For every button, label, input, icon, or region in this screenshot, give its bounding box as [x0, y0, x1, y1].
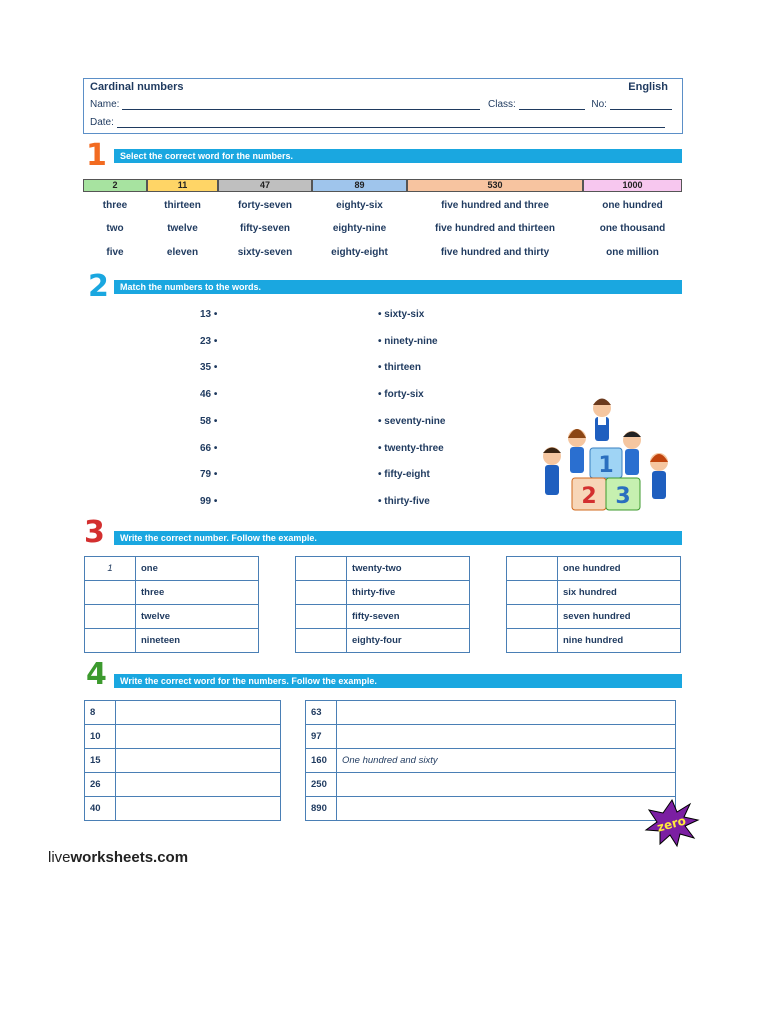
section-4-table-1 [84, 700, 281, 821]
table-row [296, 557, 470, 581]
number-answer-cell[interactable] [296, 605, 347, 629]
name-row [90, 99, 480, 110]
word-answer-cell[interactable] [337, 725, 676, 749]
table-row [85, 725, 281, 749]
section-3-number: 3 [84, 515, 105, 550]
match-number[interactable]: 58 • [200, 415, 218, 427]
word-cell: three [136, 581, 259, 605]
word-cell: nine hundred [558, 629, 681, 653]
word-answer-cell[interactable] [116, 725, 281, 749]
word-option[interactable]: five hundred and thirty [440, 247, 550, 258]
footer-worksheets: worksheets.com [70, 849, 189, 866]
word-answer-cell[interactable] [116, 701, 281, 725]
table-row [296, 629, 470, 653]
match-number[interactable]: 46 • [200, 389, 218, 401]
word-option[interactable]: five hundred and thirteen [434, 223, 555, 234]
section-3-table-3 [506, 556, 681, 653]
word-answer-cell[interactable] [337, 773, 676, 797]
section-4-instruction: Write the correct word for the numbers. Follow the example. [114, 674, 682, 688]
table-row [85, 797, 281, 821]
block-1-digit: 1 [598, 453, 614, 478]
word-option[interactable]: thirteen [164, 200, 201, 211]
date-label: Date: [90, 117, 114, 128]
word-answer-cell[interactable] [116, 749, 281, 773]
word-answer-cell[interactable] [116, 773, 281, 797]
subject-label: English [628, 81, 668, 93]
number-answer-cell[interactable] [85, 581, 136, 605]
number-cell: 890 [306, 797, 337, 821]
word-option[interactable]: eighty-nine [332, 223, 387, 234]
word-cell: one [136, 557, 259, 581]
word-option[interactable]: eighty-six [336, 200, 383, 211]
class-label: Class: [488, 99, 516, 110]
strip-number-3: 47 [218, 179, 312, 192]
number-cell: 40 [85, 797, 116, 821]
table-row [85, 701, 281, 725]
word-cell: seven hundred [558, 605, 681, 629]
footer-live: live [48, 849, 71, 866]
number-cell: 26 [85, 773, 116, 797]
word-option[interactable]: eleven [166, 247, 199, 258]
word-answer-cell[interactable] [337, 701, 676, 725]
number-answer-cell[interactable]: 1 [85, 557, 136, 581]
table-row [296, 581, 470, 605]
class-row [488, 99, 672, 110]
strip-number-6: 1000 [583, 179, 682, 192]
date-field[interactable] [117, 118, 665, 128]
word-answer-cell[interactable] [337, 797, 676, 821]
match-number[interactable]: 23 • [200, 335, 218, 347]
table-row [296, 605, 470, 629]
number-answer-cell[interactable] [507, 605, 558, 629]
number-answer-cell[interactable] [85, 629, 136, 653]
match-number[interactable]: 35 • [200, 362, 218, 374]
strip-number-2: 11 [147, 179, 218, 192]
block-3-digit: 3 [615, 484, 631, 509]
strip-number-1: 2 [83, 179, 147, 192]
section-3-table-2 [295, 556, 470, 653]
table-row [85, 581, 259, 605]
worksheet-header [83, 78, 683, 134]
kid-right-1 [623, 431, 641, 475]
match-word[interactable]: • twenty-three [378, 442, 444, 454]
number-answer-cell[interactable] [507, 557, 558, 581]
section-1-instruction: Select the correct word for the numbers. [114, 149, 682, 163]
match-number[interactable]: 79 • [200, 469, 218, 481]
table-row [507, 557, 681, 581]
number-cell: 10 [85, 725, 116, 749]
word-option[interactable]: three [102, 200, 128, 211]
word-option[interactable]: one million [606, 247, 659, 258]
worksheet-title: Cardinal numbers [90, 81, 184, 93]
section-4-table-2 [305, 700, 676, 821]
word-cell: thirty-five [347, 581, 470, 605]
word-answer-cell[interactable]: One hundred and sixty [337, 749, 676, 773]
word-cell: nineteen [136, 629, 259, 653]
match-word[interactable]: • thirteen [378, 362, 421, 374]
table-row [507, 581, 681, 605]
kid-top [593, 399, 611, 442]
section-2-number: 2 [88, 269, 109, 304]
match-word[interactable]: • seventy-nine [378, 415, 446, 427]
word-cell: twelve [136, 605, 259, 629]
name-field[interactable] [122, 100, 480, 110]
table-row [85, 749, 281, 773]
word-option[interactable]: fifty-seven [239, 223, 290, 234]
table-row [85, 557, 259, 581]
sticker-text: zero [655, 813, 688, 835]
number-answer-cell[interactable] [507, 581, 558, 605]
number-answer-cell[interactable] [85, 605, 136, 629]
table-row [507, 629, 681, 653]
match-word[interactable]: • fifty-eight [378, 469, 430, 481]
no-field[interactable] [610, 100, 672, 110]
strip-number-4: 89 [312, 179, 407, 192]
no-label: No: [591, 99, 607, 110]
word-option[interactable]: twelve [167, 223, 198, 234]
section-1-number: 1 [86, 138, 107, 173]
kid-left-1 [568, 429, 586, 473]
number-cell: 97 [306, 725, 337, 749]
table-row [306, 797, 676, 821]
date-row [90, 117, 665, 128]
word-option[interactable]: five [106, 247, 124, 258]
word-option[interactable]: sixty-seven [237, 247, 293, 258]
footer-logo[interactable] [48, 849, 188, 866]
class-field[interactable] [519, 100, 585, 110]
table-row [85, 773, 281, 797]
word-option[interactable]: one hundred [602, 200, 663, 211]
word-cell: six hundred [558, 581, 681, 605]
number-answer-cell[interactable] [296, 557, 347, 581]
number-cell: 250 [306, 773, 337, 797]
table-row [306, 725, 676, 749]
zero-sticker [644, 798, 700, 848]
section-4-number: 4 [86, 657, 107, 692]
match-word[interactable]: • ninety-nine [378, 335, 438, 347]
table-row [507, 605, 681, 629]
number-cell: 160 [306, 749, 337, 773]
word-cell: one hundred [558, 557, 681, 581]
word-answer-cell[interactable] [116, 797, 281, 821]
number-cell: 8 [85, 701, 116, 725]
match-word[interactable]: • sixty-six [378, 309, 425, 320]
word-cell: fifty-seven [347, 605, 470, 629]
match-number[interactable]: 99 • [200, 495, 218, 507]
word-option[interactable]: forty-seven [238, 200, 292, 211]
kid-right-2 [650, 453, 668, 499]
table-row [85, 629, 259, 653]
word-option[interactable]: five hundred and three [441, 200, 549, 211]
kid-left-2 [543, 447, 561, 495]
match-word[interactable]: • thirty-five [378, 495, 430, 507]
section-3-table-1 [84, 556, 259, 653]
name-label: Name: [90, 99, 120, 110]
section-3-instruction: Write the correct number. Follow the example. [114, 531, 682, 545]
word-option[interactable]: two [106, 223, 124, 234]
table-row [306, 749, 676, 773]
number-answer-cell[interactable] [507, 629, 558, 653]
word-option[interactable]: eighty-eight [331, 247, 388, 258]
number-cell: 15 [85, 749, 116, 773]
section-2-instruction: Match the numbers to the words. [114, 280, 682, 294]
block-2-digit: 2 [581, 484, 597, 509]
strip-number-5: 530 [407, 179, 583, 192]
table-row [306, 773, 676, 797]
match-word[interactable]: • forty-six [378, 389, 424, 401]
word-cell: twenty-two [347, 557, 470, 581]
table-row [306, 701, 676, 725]
number-answer-cell[interactable] [296, 629, 347, 653]
word-option[interactable]: one thousand [599, 223, 666, 234]
kids-with-blocks-illustration [532, 390, 682, 515]
word-cell: eighty-four [347, 629, 470, 653]
match-number[interactable]: 13 • [200, 309, 218, 320]
match-number[interactable]: 66 • [200, 442, 218, 454]
number-answer-cell[interactable] [296, 581, 347, 605]
table-row [85, 605, 259, 629]
number-cell: 63 [306, 701, 337, 725]
